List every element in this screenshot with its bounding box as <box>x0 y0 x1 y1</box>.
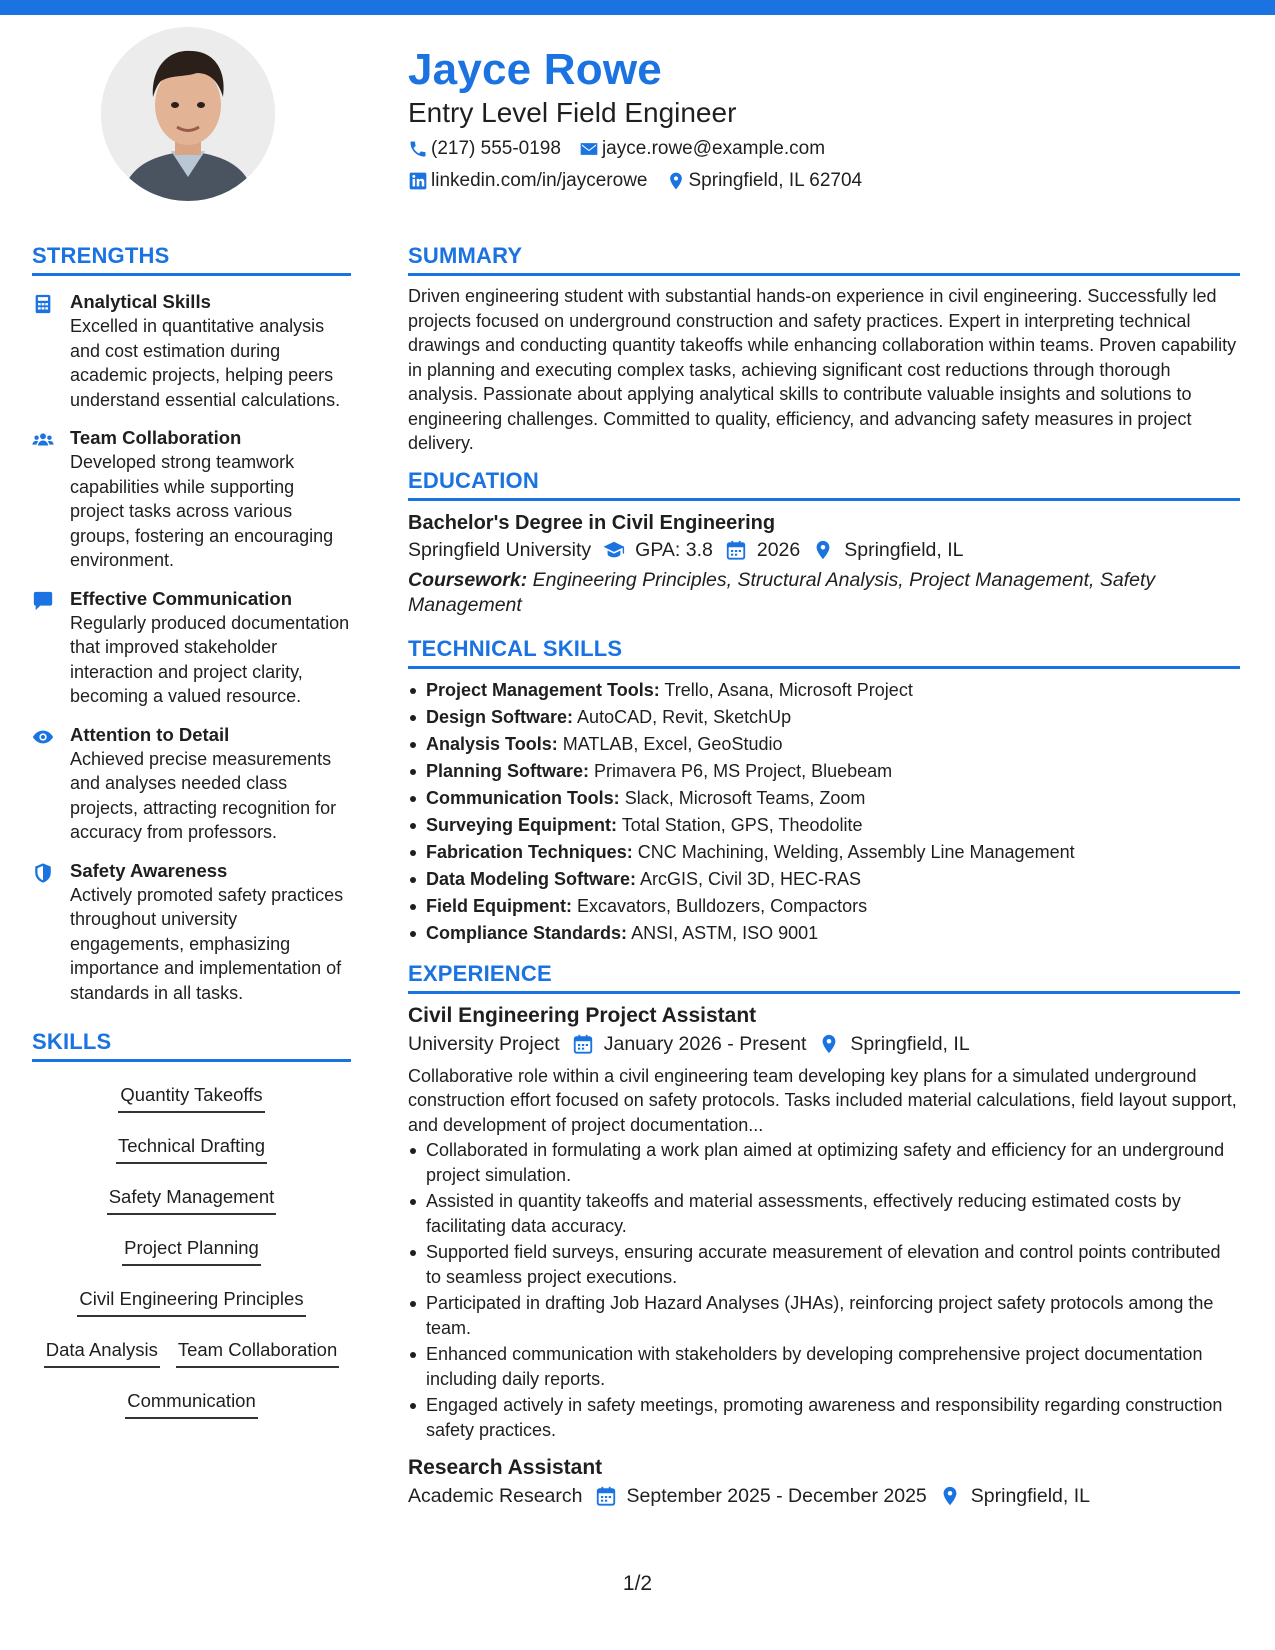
job-location: Springfield, IL <box>818 1030 969 1058</box>
strengths-heading: STRENGTHS <box>32 243 351 276</box>
job-meta <box>408 1030 1240 1058</box>
linkedin-icon <box>408 171 428 191</box>
strength-desc: Regularly produced documentation that improved stakeholder interaction and project clarity, becoming a valued resource. <box>70 612 350 706</box>
skill-tag: Civil Engineering Principles <box>77 1283 305 1317</box>
list-item: Collaborated in formulating a work plan aimed at optimizing safety and efficiency for an underground project simulation. <box>408 1138 1240 1187</box>
candidate-title: Entry Level Field Engineer <box>408 97 737 128</box>
list-item: Communication Tools: Slack, Microsoft Teams, Zoom <box>408 785 1240 812</box>
contact-row-1 <box>408 136 1228 162</box>
list-item: Assisted in quantity takeoffs and material assessments, effectively reducing estimated costs by facilitating data accuracy. <box>408 1189 1240 1238</box>
linkedin-text: linkedin.com/in/jaycerowe <box>431 170 648 191</box>
strength-title: Safety Awareness <box>70 859 228 881</box>
strength-item <box>32 859 351 1006</box>
calendar-icon <box>725 539 747 561</box>
job-location: Springfield, IL <box>939 1482 1090 1510</box>
job-description: Collaborative role within a civil engineering team developing key plans for a simulated underground construction effort focused on safety protocols. Tasks included material calculations, field layout support, and development of project documentation... <box>408 1065 1237 1135</box>
experience-heading: EXPERIENCE <box>408 961 1240 994</box>
list-item: Compliance Standards: ANSI, ASTM, ISO 9001 <box>408 920 1240 947</box>
skill-tag: Communication <box>125 1385 258 1419</box>
eye-icon <box>32 726 54 748</box>
skill-tag: Team Collaboration <box>176 1334 339 1368</box>
page-number: 1/2 <box>622 1572 653 1595</box>
skills-list <box>32 1074 351 1431</box>
top-accent-bar <box>0 0 1275 15</box>
summary-text: Driven engineering student with substantial hands-on experience in civil engineering. Successfully led projects focused on underground construction and safety practices. Expert in interpreting technical drawings and conducting quantity takeoffs while enhancing collaboration within teams. Proven capability in planning and executing complex tasks, achieving significant cost reductions through thorough analysis. Passionate about applying analytical skills to contribute valuable insights and solutions to engineering challenges. Committed to quality, efficiency, and advancing safety measures in project delivery. <box>408 286 1237 453</box>
graduation-cap-icon <box>603 539 625 561</box>
technical-skills-heading: TECHNICAL SKILLS <box>408 636 1240 669</box>
job-title: Civil Engineering Project Assistant <box>408 1003 757 1027</box>
gpa: GPA: 3.8 <box>603 536 713 564</box>
strength-desc: Achieved precise measurements and analyses needed class projects, attracting recognition for accuracy from professors. <box>70 748 337 842</box>
contact-location <box>666 169 863 193</box>
users-icon <box>32 429 54 451</box>
degree-title: Bachelor's Degree in Civil Engineering <box>408 511 776 534</box>
strength-title: Attention to Detail <box>70 723 230 745</box>
strength-title: Team Collaboration <box>70 427 242 448</box>
list-item: Data Modeling Software: ArcGIS, Civil 3D, HEC-RAS <box>408 866 1240 893</box>
job-org: University Project <box>408 1032 560 1055</box>
strength-item <box>32 587 351 709</box>
education-heading: EDUCATION <box>408 468 1240 501</box>
strength-desc: Developed strong teamwork capabilities while supporting project tasks across various groups, fostering an encouraging environment. <box>70 452 334 570</box>
map-pin-icon <box>812 539 834 561</box>
graduation-year: 2026 <box>725 536 800 564</box>
list-item: Analysis Tools: MATLAB, Excel, GeoStudio <box>408 731 1240 758</box>
person-portrait-icon <box>101 27 275 201</box>
job-org: Academic Research <box>408 1485 583 1507</box>
calculator-icon <box>32 293 54 315</box>
contact-row-2 <box>408 168 1228 194</box>
school-location: Springfield, IL <box>812 536 963 564</box>
skill-tag: Quantity Takeoffs <box>118 1079 264 1113</box>
left-column <box>32 243 351 1431</box>
list-item: Surveying Equipment: Total Station, GPS, Theodolite <box>408 812 1240 839</box>
strength-desc: Excelled in quantitative analysis and cost estimation during academic projects, helping peers understand essential calculations. <box>70 316 341 410</box>
list-item: Field Equipment: Excavators, Bulldozers, Compactors <box>408 893 1240 920</box>
resume-header <box>408 44 1228 194</box>
strength-title: Analytical Skills <box>70 291 211 312</box>
school-name: Springfield University <box>408 538 592 561</box>
skill-tag: Technical Drafting <box>116 1130 267 1164</box>
shield-icon <box>32 862 54 884</box>
right-column <box>408 243 1240 1510</box>
list-item: Engaged actively in safety meetings, promoting awareness and responsibility regarding construction safety practices. <box>408 1393 1240 1442</box>
strength-desc: Actively promoted safety practices throughout university engagements, emphasizing importance and implementation of standards in all tasks. <box>70 884 344 1003</box>
contact-linkedin[interactable] <box>408 169 648 193</box>
contact-phone[interactable] <box>408 137 561 161</box>
list-item: Planning Software: Primavera P6, MS Project, Bluebeam <box>408 758 1240 785</box>
map-pin-icon <box>939 1485 961 1507</box>
strength-item <box>32 723 351 845</box>
strength-item <box>32 290 351 412</box>
phone-icon <box>408 139 428 159</box>
chat-icon <box>32 590 54 612</box>
list-item: Supported field surveys, ensuring accurate measurement of elevation and control points contributed to seamless project executions. <box>408 1240 1240 1289</box>
calendar-icon <box>595 1485 617 1507</box>
skills-heading: SKILLS <box>32 1029 351 1062</box>
job-bullets <box>408 1138 1240 1442</box>
skill-tag: Data Analysis <box>44 1334 160 1368</box>
list-item: Participated in drafting Job Hazard Analyses (JHAs), reinforcing project safety protocols among the team. <box>408 1291 1240 1340</box>
job-title: Research Assistant <box>408 1456 603 1479</box>
strength-title: Effective Communication <box>70 587 293 609</box>
candidate-name: Jayce Rowe <box>408 45 662 94</box>
list-item: Enhanced communication with stakeholders by developing comprehensive project documentation including daily reports. <box>408 1342 1240 1391</box>
email-text: jayce.rowe@example.com <box>601 138 826 159</box>
strength-item <box>32 426 351 573</box>
phone-text: (217) 555-0198 <box>431 138 561 159</box>
summary-heading: SUMMARY <box>408 243 1240 276</box>
list-item: Design Software: AutoCAD, Revit, SketchUp <box>408 704 1240 731</box>
technical-skills-list <box>408 677 1240 947</box>
skill-tag: Safety Management <box>107 1181 277 1215</box>
job-meta <box>408 1482 1240 1510</box>
location-text: Springfield, IL 62704 <box>688 170 863 191</box>
list-item: Fabrication Techniques: CNC Machining, Welding, Assembly Line Management <box>408 839 1240 866</box>
profile-photo <box>101 27 275 201</box>
job-dates: September 2025 - December 2025 <box>595 1482 927 1510</box>
envelope-icon <box>579 139 599 159</box>
calendar-icon <box>572 1033 594 1055</box>
list-item: Project Management Tools: Trello, Asana, Microsoft Project <box>408 677 1240 704</box>
education-meta <box>408 536 1240 564</box>
job-dates: January 2026 - Present <box>572 1030 807 1058</box>
map-pin-icon <box>818 1033 840 1055</box>
map-pin-icon <box>666 171 686 191</box>
coursework: Coursework: Engineering Principles, Structural Analysis, Project Management, Safety Management <box>408 568 1156 616</box>
skill-tag: Project Planning <box>122 1232 261 1266</box>
contact-email[interactable] <box>579 137 825 161</box>
